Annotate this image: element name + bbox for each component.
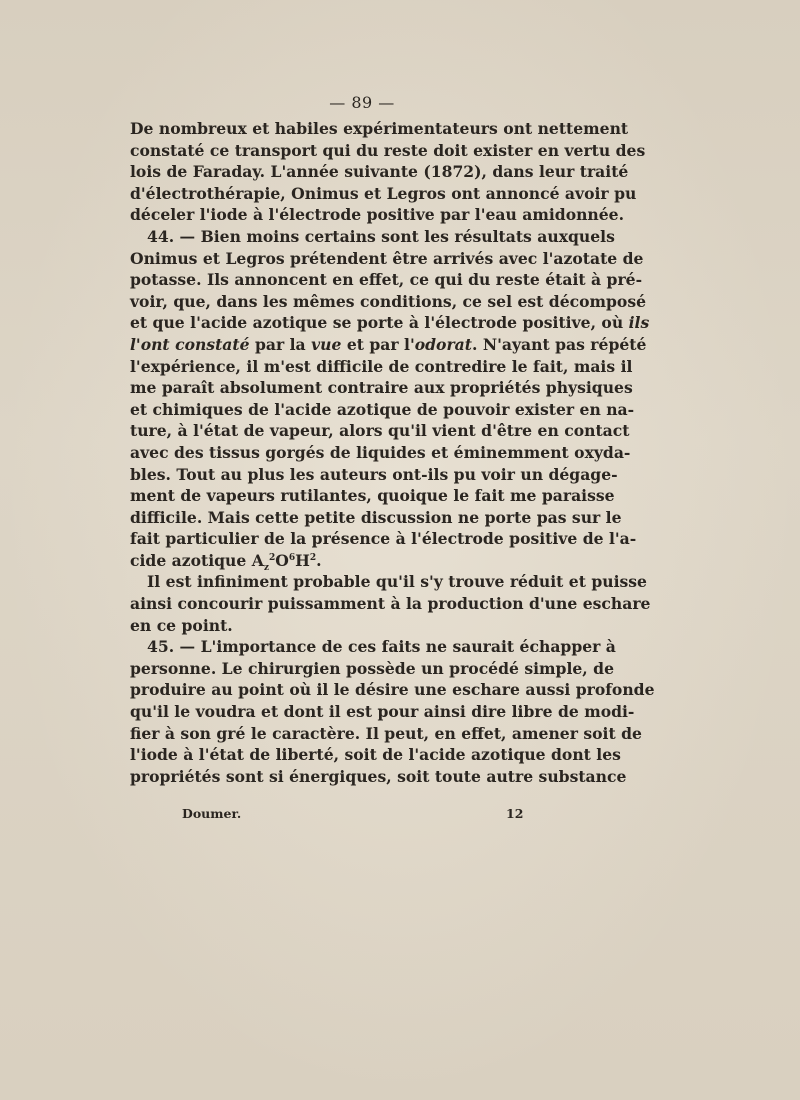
text-line: potasse. Ils annoncent en effet, ce qui du reste était à pré- [130,270,643,290]
formula-part: O [275,550,289,570]
italic-text: l'ont constaté [130,334,250,354]
italic-text: vue [311,334,342,354]
text-line: qu'il le voudra et dont il est pour ainsi dire libre de modi- [130,702,635,722]
text-line [130,312,650,334]
text-line: en ce point. [130,615,233,635]
text-line: difficile. Mais cette petite discussion ne porte pas sur le [130,507,622,527]
text-line [130,550,578,572]
text-line: voir, que, dans les mêmes conditions, ce sel est décomposé [130,291,647,311]
text-line: propriétés sont si énergiques, soit toute autre substance [130,766,627,786]
formula-superscript: 2 [309,552,317,563]
text-line: produire au point où il le désire une eschare aussi profonde [130,680,655,700]
formula-subscript: z [263,562,269,573]
text-line: Onimus et Legros prétendent être arrivés avec l'azotate de [130,248,644,268]
text-line: d'électrothérapie, Onimus et Legros ont annoncé avoir pu [130,183,637,203]
text-line: me paraît absolument contraire aux propriétés physiques [130,378,633,398]
text-line: et chimiques de l'acide azotique de pouvoir exister en na- [130,399,635,419]
text-segment: cide azotique A [130,550,264,570]
text-line: constaté ce transport qui du reste doit exister en vertu des [130,140,646,160]
text-line: déceler l'iode à l'électrode positive par l'eau amidonnée. [130,205,625,225]
paragraph-44-start: 44. — Bien moins certains sont les résultats auxquels [147,226,615,246]
text-line: l'expérience, il m'est difficile de contredire le fait, mais il [130,356,633,376]
page-number: — 89 — [329,93,395,112]
formula-part: H [295,550,310,570]
text-line: bles. Tout au plus les auteurs ont-ils pu voir un dégage- [130,464,618,484]
text-line: De nombreux et habiles expérimentateurs ont nettement [130,119,629,138]
author-name: Doumer. [182,806,242,821]
text-segment: . N'ayant pas répété [471,334,647,354]
formula-superscript: 6 [288,552,296,563]
text-line: avec des tissus gorgés de liquides et éminemment oxyda- [130,442,631,462]
text-line: ment de vapeurs rutilantes, quoique le fait me paraisse [130,486,615,506]
text-line: personne. Le chirurgien possède un procédé simple, de [130,658,614,678]
paragraph-45-start: 45. — L'importance de ces faits ne saurait échapper à [147,637,616,657]
text-line: ture, à l'état de vapeur, alors qu'il vient d'être en contact [130,421,630,441]
italic-text: ils [628,313,650,333]
text-line: l'iode à l'état de liberté, soit de l'acide azotique dont les [130,745,621,765]
text-line: lois de Faraday. L'année suivante (1872), dans leur traité [130,162,629,182]
italic-text: odorat [414,334,472,354]
formula-part: . [316,550,322,570]
signature-number: 12 [506,806,524,821]
text-line: fier à son gré le caractère. Il peut, en effet, amener soit de [130,723,642,743]
text-line: ainsi concourir puissamment à la production d'une eschare [130,594,651,614]
text-line: Il est infiniment probable qu'il s'y trouve réduit et puisse [147,572,647,592]
formula-superscript: 2 [268,552,276,563]
text-line: fait particulier de la présence à l'électrode positive de l'a- [130,529,637,549]
text-segment: et par l' [341,334,415,354]
body-text [130,118,655,787]
text-line [130,334,647,356]
text-segment: et que l'acide azotique se porte à l'électrode positive, où [130,313,629,333]
page-footer [0,806,800,826]
text-segment: par la [249,334,312,354]
